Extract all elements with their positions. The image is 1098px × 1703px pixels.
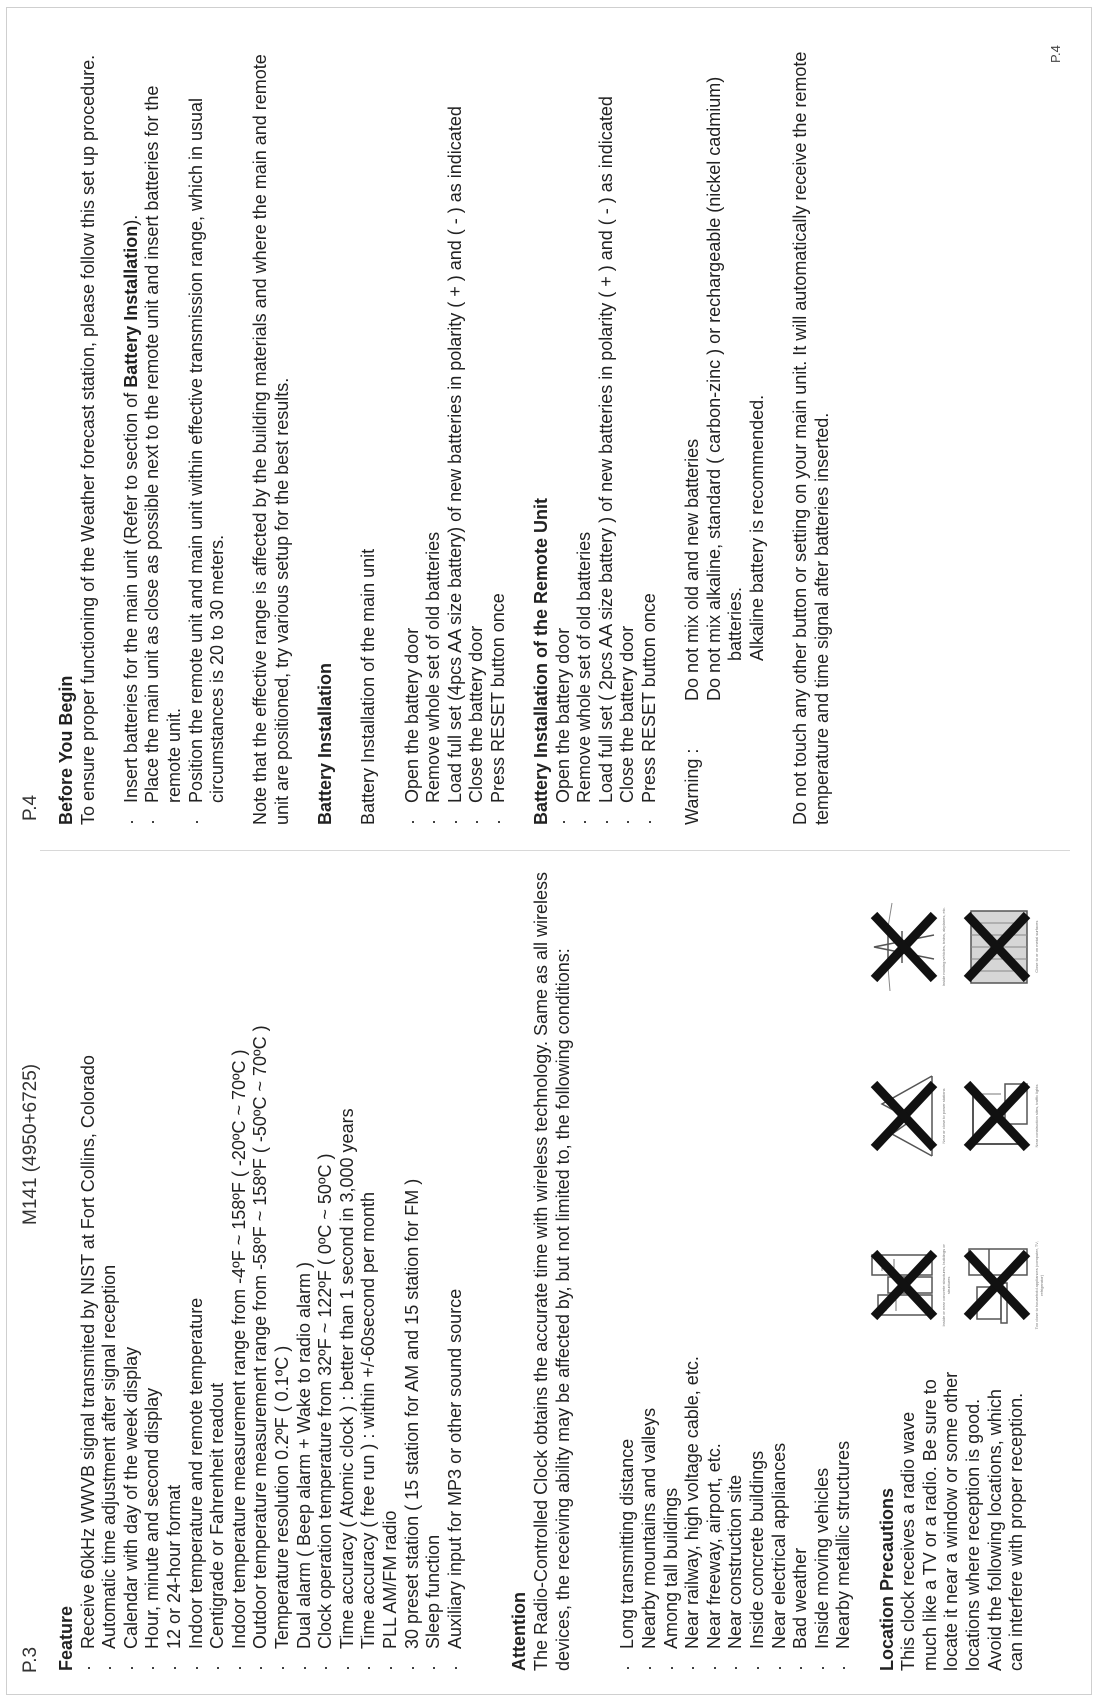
list-item: · Time accuracy ( Atomic clock ) : better than 1 second in 3,000 years bbox=[336, 1108, 357, 1671]
warning-line: Do not mix alkaline, standard ( carbon-zinc ) or rechargeable (nickel cadmium) bbox=[703, 76, 724, 701]
list-item: · Position the remote unit and main unit within effective transmission range, which in usual circumstances is 20 to 30 meters. bbox=[185, 97, 228, 825]
list-item: · Sleep function bbox=[423, 1534, 444, 1671]
list-item: · Centigrade or Fahrenheit readout bbox=[207, 1382, 228, 1671]
list-item: · Calendar with day of the week display bbox=[120, 1346, 141, 1671]
warning-block bbox=[682, 25, 768, 825]
attention-text: The Radio-Controlled Clock obtains the accurate time with wireless technology. Same as all wireless devices, the receiving ability may be affected by, but not limited to, the following conditions: bbox=[531, 871, 573, 1671]
feature-list bbox=[78, 866, 467, 1671]
location-heading: Location Precautions bbox=[876, 1487, 897, 1671]
list-item: · Nearby mountains and valleys bbox=[639, 1407, 660, 1671]
attention-heading: Attention bbox=[509, 1592, 530, 1671]
mountains-icon bbox=[868, 1068, 938, 1164]
location-picture: Inside moving vehicles, trains, airplanes, etc. bbox=[868, 871, 951, 1022]
feature-heading: Feature bbox=[56, 1605, 76, 1671]
list-item: · Load full set ( 2pcs AA size battery ) of new batteries in polarity ( + ) and ( - ) as indicated bbox=[595, 96, 616, 825]
battery-list bbox=[402, 25, 510, 825]
battery-heading: Battery Installation bbox=[315, 662, 336, 825]
list-item: · Inside concrete buildings bbox=[747, 1450, 767, 1671]
warning-line: batteries. bbox=[725, 586, 746, 661]
model-title: M141 (4950+6725) bbox=[20, 1063, 41, 1225]
warning-label: Warning : bbox=[682, 748, 703, 825]
before-heading: Before You Begin bbox=[56, 675, 76, 825]
location-picture: Close to or on metal surfaces bbox=[961, 871, 1044, 1022]
warning-line: Alkaline battery is recommended. bbox=[747, 394, 767, 661]
fold-line bbox=[40, 850, 1070, 851]
location-pictures bbox=[868, 871, 1044, 1361]
list-item: · Close the battery door bbox=[617, 625, 638, 825]
list-item: · Dual alarm ( Beep alarm + Wake to radio alarm ) bbox=[293, 1262, 314, 1671]
location-picture: Near construction sites, traffic lights bbox=[961, 1040, 1044, 1191]
battery-subtitle: Battery Installation of the main unit bbox=[358, 548, 379, 825]
list-item: · Nearby metallic structures bbox=[833, 1440, 854, 1671]
list-item: · Load full set (4pcs AA size battery) of new batteries in polarity ( + ) and ( - ) as indicated bbox=[444, 106, 465, 825]
list-item: · Temperature resolution 0.2ºF ( 0.1ºC ) bbox=[271, 1345, 292, 1671]
list-item: · Remove whole set of old batteries bbox=[423, 531, 444, 825]
list-item: · Indoor temperature measurement range from -4ºF ~ 158ºF ( -20ºC ~ 70ºC ) bbox=[228, 1049, 249, 1671]
transmission-tower-icon bbox=[868, 899, 938, 995]
list-item: · Close the battery door bbox=[466, 625, 487, 825]
list-item: · Receive 60kHz WWVB signal transmited by NIST at Fort Collins, Colorado bbox=[77, 1055, 98, 1671]
list-item: · Open the battery door bbox=[401, 627, 422, 825]
list-item: · Near construction site bbox=[725, 1474, 746, 1671]
location-picture: Too close to household appliances (computer, TV, refrigerator) bbox=[961, 1210, 1044, 1361]
before-list bbox=[121, 25, 229, 825]
page-number-left: P.3 bbox=[20, 1646, 41, 1673]
list-item: · Time accuracy ( free run ) : within +/-60second per month bbox=[358, 1191, 379, 1671]
construction-site-icon bbox=[961, 1068, 1031, 1164]
list-item: · Insert batteries for the main unit (Refer to section of Battery Installation). bbox=[120, 214, 141, 825]
list-item: · Long transmitting distance bbox=[617, 1438, 638, 1671]
attention-list bbox=[617, 866, 855, 1671]
list-item: · 12 or 24-hour format bbox=[163, 1484, 184, 1671]
before-text: To ensure proper functioning of the Weather forecast station, please follow this set up procedure. bbox=[77, 54, 98, 825]
remote-list bbox=[553, 25, 661, 825]
list-item: · 30 preset station ( 15 station for AM and 15 station for FM ) bbox=[401, 1178, 422, 1671]
list-item: · Near railway, high voltage cable, etc. bbox=[682, 1356, 703, 1671]
location-picture: Inside or near concrete structures, buildings or structures bbox=[868, 1210, 951, 1361]
footer-page-number: P.4 bbox=[1048, 45, 1063, 63]
remote-heading: Battery Installation of the Remote Unit bbox=[531, 497, 552, 825]
list-item: · Automatic time adjustment after signal reception bbox=[99, 1264, 120, 1671]
tall-buildings-icon bbox=[868, 1237, 938, 1333]
range-note: Note that the effective range is affected by the building materials and where the main and remote unit are positioned, try various setup for the best results. bbox=[250, 54, 292, 825]
list-item: · Indoor temperature and remote temperature bbox=[185, 1297, 206, 1671]
page-number-right: P.4 bbox=[20, 794, 41, 821]
list-item: · Outdoor temperature measurement range from -58ºF ~ 158ºF ( -50ºC ~ 70ºC ) bbox=[250, 1025, 271, 1671]
household-appliances-icon bbox=[961, 1237, 1031, 1333]
list-item: · PLL AM/FM radio bbox=[379, 1510, 400, 1671]
warning-line: Do not mix old and new batteries bbox=[682, 438, 703, 701]
list-item: · Remove whole set of old batteries bbox=[574, 531, 595, 825]
metal-structures-icon bbox=[961, 899, 1031, 995]
location-text: This clock receives a radio wave much like a TV or a radio. Be sure to locate it near a window or some other locations where reception is good. Avoid the following locations, which can interfere with proper reception. bbox=[898, 1371, 1027, 1671]
list-item: · Place the main unit as close as possible next to the remote unit and insert batteries for the remote unit. bbox=[142, 85, 184, 825]
list-item: · Hour, minute and second display bbox=[142, 1387, 163, 1671]
final-note: Do not touch any other button or setting on your main unit. It will automatically receive the remote temperature and time signal after batteries inserted. bbox=[790, 51, 832, 825]
list-item: · Press RESET button once bbox=[487, 593, 508, 825]
right-column bbox=[56, 25, 833, 825]
list-item: · Near electrical appliances bbox=[768, 1442, 789, 1671]
location-picture: Near or close to power stations bbox=[868, 1040, 951, 1191]
list-item: · Near freeway, airport, etc. bbox=[703, 1443, 724, 1671]
list-item: · Clock operation temperature from 32ºF ~ 122ºF ( 0ºC ~ 50ºC ) bbox=[315, 1153, 336, 1671]
list-item: · Open the battery door bbox=[552, 627, 573, 825]
list-item: · Among tall buildings bbox=[660, 1487, 681, 1671]
list-item: · Auxiliary input for MP3 or other sound source bbox=[444, 1288, 465, 1671]
list-item: · Inside moving vehicles bbox=[811, 1467, 832, 1671]
list-item: · Press RESET button once bbox=[639, 593, 660, 825]
list-item: · Bad weather bbox=[790, 1547, 811, 1671]
